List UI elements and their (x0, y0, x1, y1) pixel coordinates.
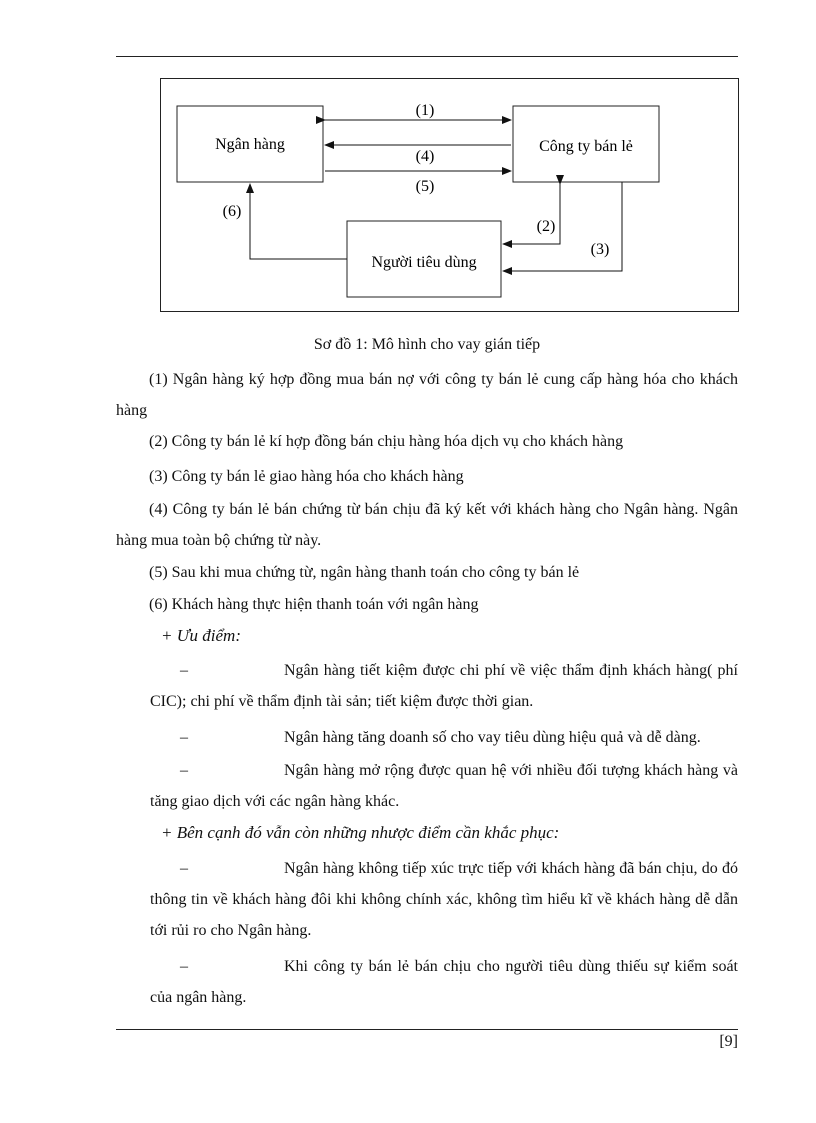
bullet-dash: – (180, 662, 188, 679)
arrow-4-label: (4) (415, 148, 435, 165)
consumer-node-label: Người tiêu dùng (371, 254, 477, 271)
step-5: (5) Sau khi mua chứng từ, ngân hàng thanh toán cho công ty bán lẻ (149, 564, 580, 581)
step-4: (4) Công ty bán lẻ bán chứng từ bán chịu đã ký kết với khách hàng cho Ngân hàng. Ngân hàng mua toàn bộ chứng từ này. (116, 501, 738, 549)
disadvantage-text: Khi công ty bán lẻ bán chịu cho người tiêu dùng thiếu sự kiểm soát của ngân hàng. (150, 958, 738, 1006)
arrow-6-label: (6) (222, 203, 242, 220)
retailer-node-label: Công ty bán lẻ (539, 138, 633, 155)
disadvantage-item (150, 951, 738, 1013)
disadvantage-item (150, 853, 738, 946)
arrow-2 (503, 184, 560, 244)
bullet-dash: – (180, 729, 188, 746)
bullet-dash: – (180, 860, 188, 877)
arrow-1-label: (1) (415, 102, 435, 119)
arrow-5-label: (5) (415, 178, 435, 195)
step-1: (1) Ngân hàng ký hợp đồng mua bán nợ với công ty bán lẻ cung cấp hàng hóa cho khách hàng (116, 371, 738, 419)
step-6: (6) Khách hàng thực hiện thanh toán với ngân hàng (149, 596, 479, 613)
footer-rule (116, 1029, 738, 1030)
advantages-heading: + Ưu điểm: (161, 626, 241, 645)
advantage-text: Ngân hàng tăng doanh số cho vay tiêu dùng hiệu quả và dễ dàng. (284, 729, 701, 746)
advantage-text: Ngân hàng mở rộng được quan hệ với nhiều đối tượng khách hàng và tăng giao dịch với các ngân hàng khác. (150, 762, 738, 810)
header-rule (116, 56, 738, 57)
bank-node-label: Ngân hàng (215, 136, 285, 153)
advantage-item (150, 722, 738, 753)
advantage-item (150, 755, 738, 817)
page-number: [9] (719, 1033, 738, 1050)
arrow-3-label: (3) (590, 241, 610, 258)
bullet-dash: – (180, 958, 188, 975)
advantage-text: Ngân hàng tiết kiệm được chi phí về việc thẩm định khách hàng( phí CIC); chi phí về thẩm định tài sản; tiết kiệm được thời gian. (150, 662, 738, 710)
step-3: (3) Công ty bán lẻ giao hàng hóa cho khách hàng (149, 468, 464, 485)
disadvantages-heading: + Bên cạnh đó vẫn còn những nhược điểm cần khắc phục: (161, 823, 560, 842)
advantage-item (150, 655, 738, 717)
indirect-lending-diagram (160, 78, 740, 314)
step-2: (2) Công ty bán lẻ kí hợp đồng bán chịu hàng hóa dịch vụ cho khách hàng (149, 433, 624, 450)
arrow-6 (250, 184, 347, 259)
bullet-dash: – (180, 762, 188, 779)
disadvantage-text: Ngân hàng không tiếp xúc trực tiếp với khách hàng đã bán chịu, do đó thông tin về khách hàng đôi khi không chính xác, không tìm hiểu kĩ về khách hàng dễ dẫn tới rủi ro cho Ngân hàng. (150, 860, 738, 939)
arrow-2-label: (2) (536, 218, 556, 235)
diagram-caption: Sơ đồ 1: Mô hình cho vay gián tiếp (313, 336, 541, 353)
